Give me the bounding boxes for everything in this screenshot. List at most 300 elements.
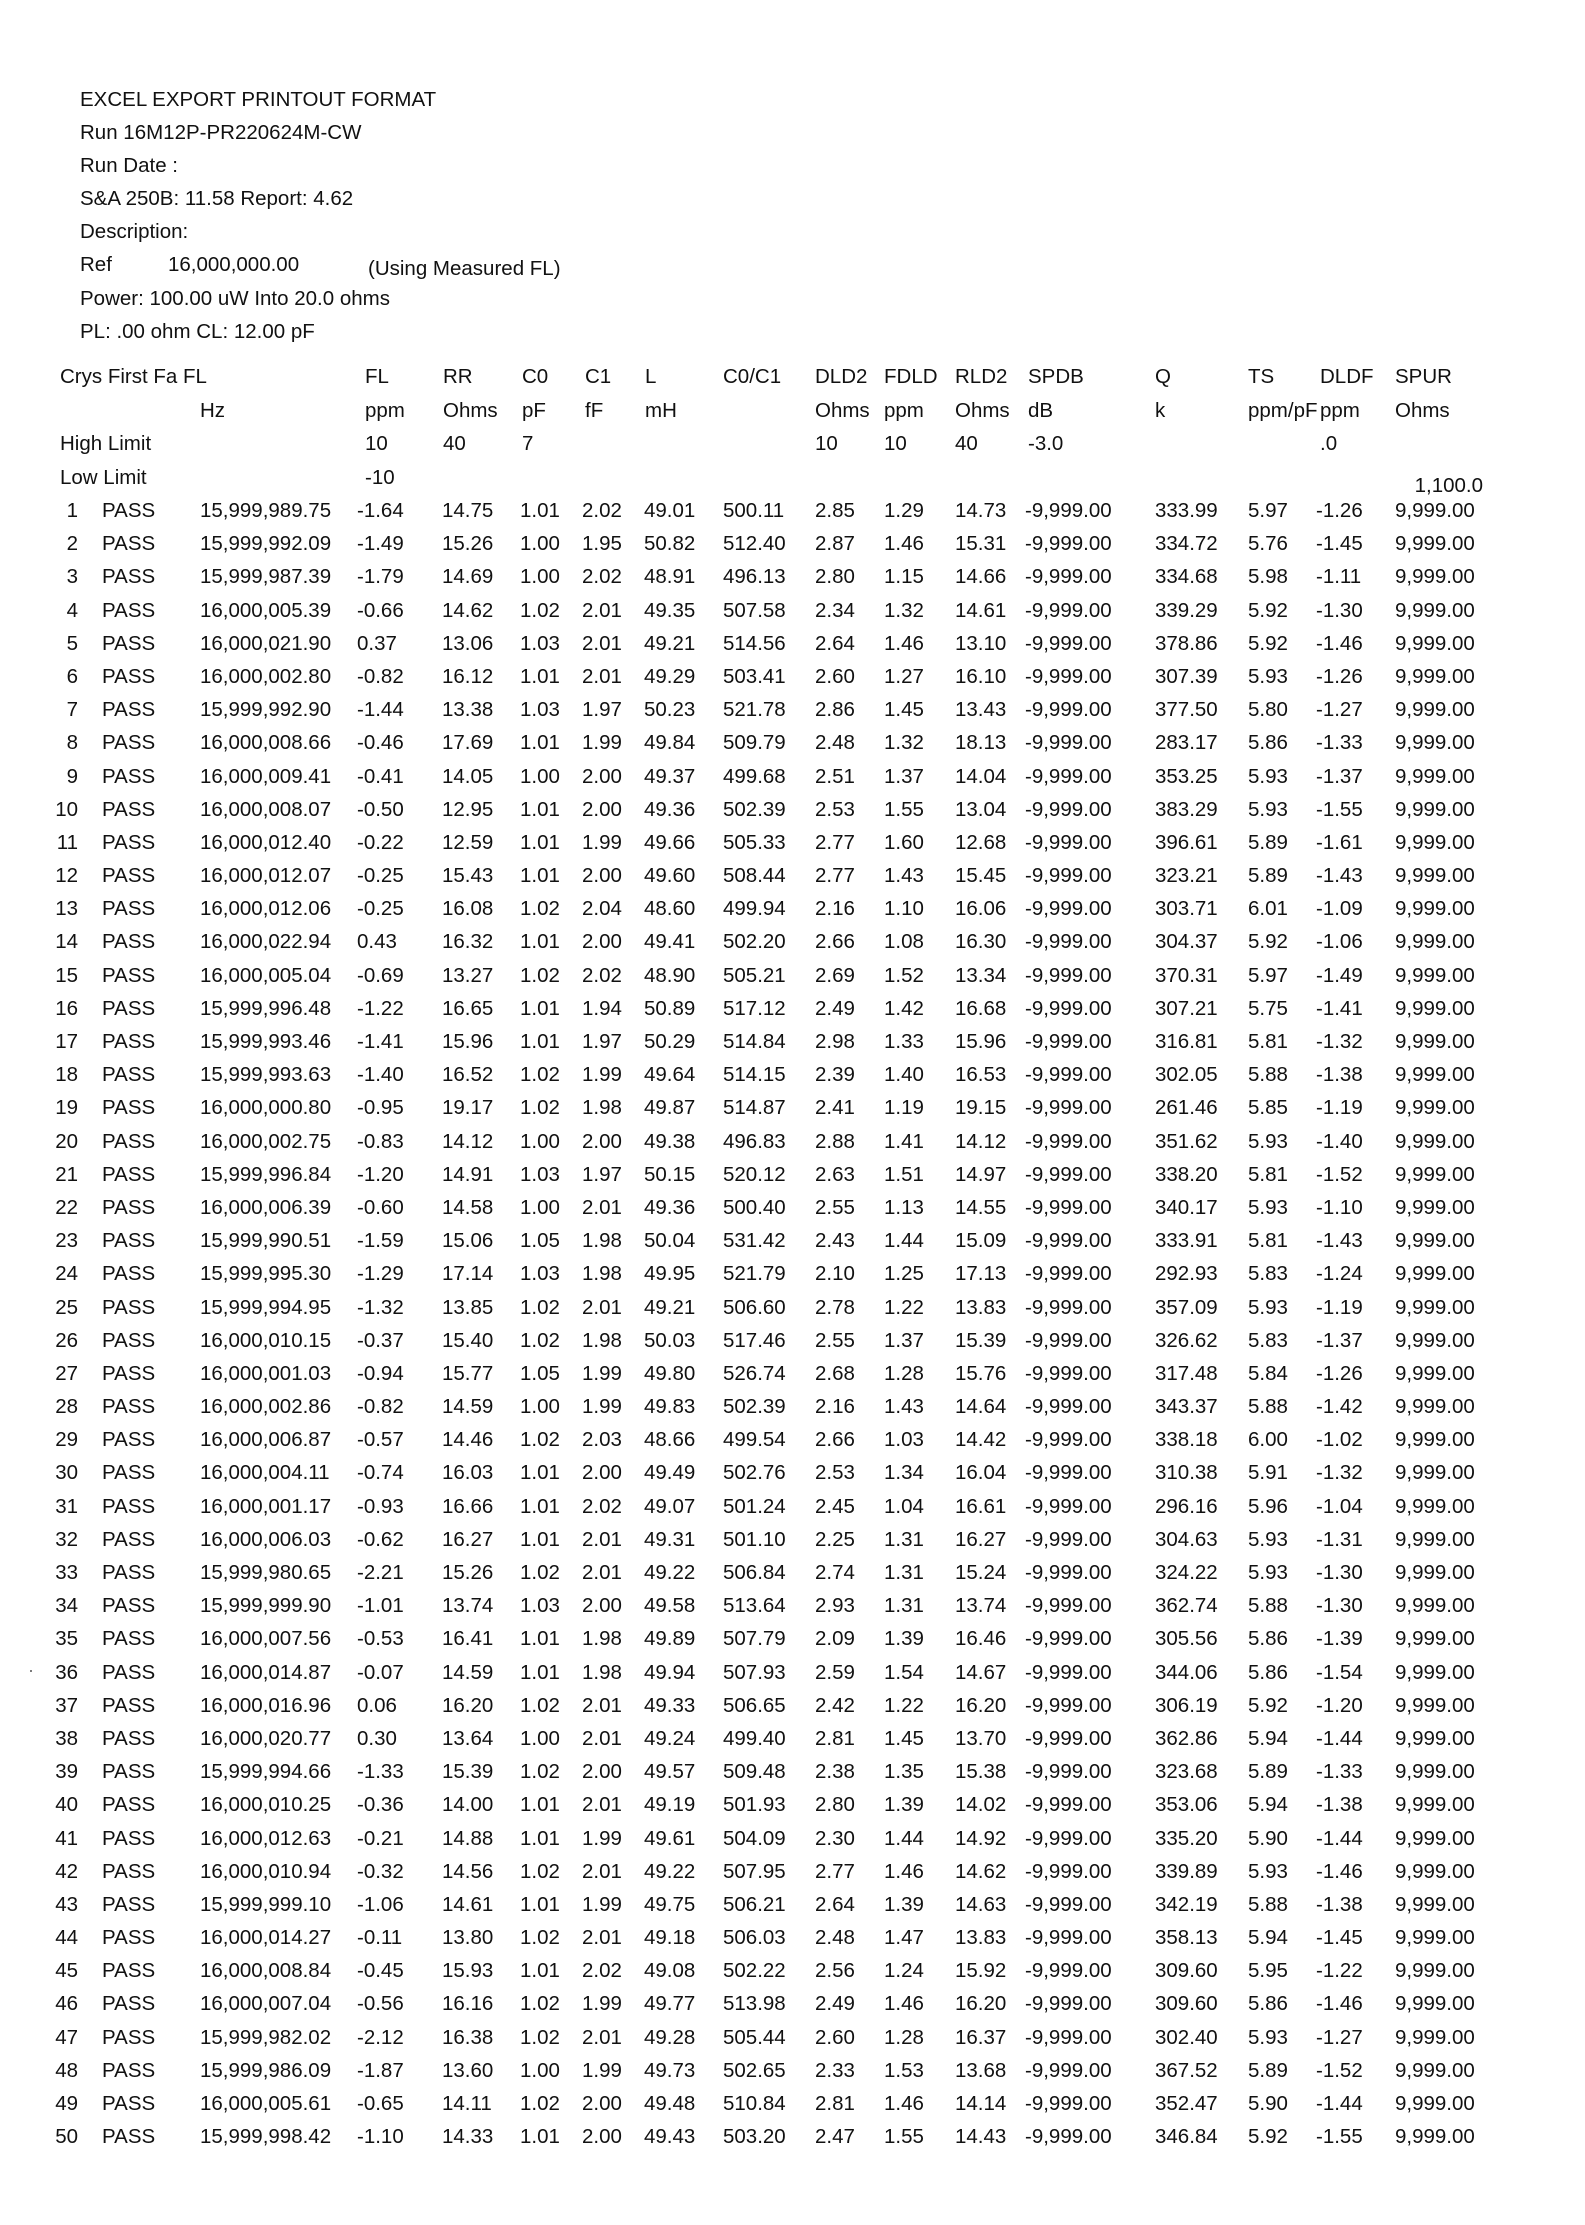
table-cell: 5.76 [1248,532,1288,556]
table-cell: 9,999.00 [1395,731,1475,755]
table-row [55,2119,1510,2152]
table-cell: 2.69 [815,963,855,987]
table-row [60,692,1510,725]
table-cell: 9,999.00 [1395,2025,1475,2049]
table-cell: 2.41 [815,1096,855,1120]
table-cell: 505.33 [723,830,786,854]
table-cell: 15,999,989.75 [200,499,332,522]
table-cell: -0.65 [357,2092,404,2115]
table-cell: 49.64 [644,1063,696,1087]
table-cell: -9,999.00 [1025,2125,1112,2149]
table-cell: 16,000,005.04 [200,963,332,987]
table-cell: 5.97 [1248,963,1288,987]
column-header-cell: FL [365,365,389,388]
table-cell: 5.95 [1248,1959,1288,1983]
table-cell: 14.75 [442,499,494,522]
table-cell: 16,000,004.11 [200,1461,330,1485]
table-cell: -9,999.00 [1025,1229,1112,1253]
table-cell: 25 [55,1295,78,1319]
table-cell: 499.94 [723,897,786,921]
table-cell: 15.06 [442,1229,494,1253]
table-cell: 2.02 [582,1494,622,1518]
table-cell: 503.41 [723,664,786,688]
table-cell: 16,000,008.84 [200,1959,332,1983]
table-cell: 9,999.00 [1395,1063,1475,1087]
table-cell: 520.12 [723,1162,786,1186]
table-cell: 5.75 [1248,996,1288,1020]
table-cell: PASS [102,1892,156,1916]
table-cell: PASS [102,631,156,655]
table-cell: -0.83 [357,1129,404,1153]
table-cell: PASS [102,1428,156,1452]
table-cell: 16.46 [955,1627,1007,1651]
column-header-cell: RR [443,365,473,388]
table-cell: -1.06 [1316,930,1363,954]
table-cell: 15.26 [442,532,494,556]
table-cell: 2.01 [582,1693,622,1717]
table-cell: 339.89 [1155,1859,1218,1883]
table-cell: 49.29 [644,664,696,688]
table-cell: 334.72 [1155,532,1218,556]
table-cell: 342.19 [1155,1892,1218,1916]
table-cell: 506.21 [723,1892,786,1916]
table-cell: 506.84 [723,1561,786,1584]
table-cell: -1.52 [1316,2058,1363,2082]
table-cell: -0.62 [357,1527,404,1551]
column-header-cell: ppm [1320,398,1360,422]
table-cell: 1.43 [884,1395,924,1419]
table-cell: PASS [102,1660,156,1684]
table-cell: 16,000,012.63 [200,1826,332,1850]
table-row [55,2020,1510,2053]
table-cell: 1.03 [884,1428,924,1452]
table-cell: 32 [55,1527,78,1551]
table-cell: 15,999,982.02 [200,2025,332,2049]
table-cell: 50 [55,2125,78,2149]
table-cell: 35 [55,1627,78,1651]
table-row [55,1920,1510,1953]
table-cell: 2.60 [815,664,855,688]
table-cell: -9,999.00 [1025,963,1112,987]
table-cell: 16,000,002.80 [200,664,332,688]
table-cell: -1.30 [1316,1561,1363,1584]
table-cell: 1.60 [884,830,924,854]
column-header-cell: ppm [365,398,405,422]
table-cell: -1.20 [357,1162,404,1186]
table-cell: 49.58 [644,1594,696,1618]
table-cell: 510.84 [723,2092,786,2115]
table-cell: -1.22 [357,996,404,1020]
table-cell: 1.03 [520,698,560,722]
table-row [55,1821,1510,1854]
column-header-cell: -3.0 [1028,432,1064,455]
table-cell: 16,000,021.90 [200,631,332,655]
table-cell: 1.03 [520,1262,560,1286]
table-cell: 513.64 [723,1594,786,1618]
table-cell: PASS [102,1162,156,1186]
table-cell: 17.13 [955,1262,1007,1286]
table-cell: -9,999.00 [1025,2058,1112,2082]
table-cell: 2.39 [815,1063,855,1087]
table-cell: 5.88 [1248,1892,1288,1916]
table-cell: -1.49 [1316,963,1363,987]
table-cell: -1.52 [1316,1162,1363,1186]
table-cell: 2.49 [815,996,855,1020]
table-cell: -1.02 [1316,1428,1363,1452]
table-cell: 15.40 [442,1328,494,1352]
results-table [55,359,1510,2152]
table-row [55,792,1510,825]
table-cell: 2.55 [815,1195,855,1219]
table-cell: 16.08 [442,897,494,921]
table-cell: 27 [55,1361,78,1385]
table-cell: 5.85 [1248,1096,1288,1120]
table-cell: 9,999.00 [1395,2125,1475,2149]
table-cell: 1.00 [520,764,560,788]
table-cell: 14.66 [955,565,1007,589]
table-cell: 362.74 [1155,1594,1218,1618]
table-cell: 49.07 [644,1494,696,1518]
table-cell: -1.10 [357,2125,404,2149]
table-cell: 2.01 [582,664,622,688]
table-cell: 367.52 [1155,2058,1218,2082]
table-cell: 1.01 [520,1660,560,1684]
table-cell: 16.66 [442,1494,494,1518]
table-cell: -9,999.00 [1025,1926,1112,1950]
table-cell: 49.77 [644,1992,696,2016]
table-cell: 334.68 [1155,565,1218,589]
table-cell: 1.94 [582,996,622,1020]
table-cell: 2.45 [815,1494,855,1518]
table-cell: 16.16 [442,1992,494,2016]
table-cell: 19 [55,1096,78,1120]
table-cell: -1.44 [1316,1826,1363,1850]
table-cell: 358.13 [1155,1926,1218,1950]
table-cell: 9,999.00 [1395,1693,1475,1717]
table-cell: 509.48 [723,1760,786,1784]
table-cell: 1.03 [520,631,560,655]
table-cell: -1.19 [1316,1096,1363,1120]
table-cell: -1.46 [1316,1859,1363,1883]
column-units-row [60,393,1510,427]
table-row [55,1721,1510,1754]
table-cell: 2.93 [815,1594,855,1618]
table-cell: 15.96 [955,1030,1007,1053]
table-cell: 2.88 [815,1129,855,1153]
table-cell: 500.40 [723,1195,786,1219]
table-cell: 9,999.00 [1395,1561,1475,1584]
table-cell: -1.29 [357,1262,404,1286]
table-cell: 18 [55,1063,78,1087]
table-cell: -0.82 [357,1395,404,1419]
table-cell: 1.02 [520,1760,560,1784]
table-cell: 501.10 [723,1527,786,1551]
table-cell: 5.97 [1248,499,1288,522]
table-cell: PASS [102,2058,156,2082]
table-cell: 1.01 [520,1959,560,1983]
table-cell: 16,000,010.25 [200,1793,332,1817]
column-header-cell: -10 [365,465,395,489]
table-cell: 2 [66,532,78,556]
table-cell: 47 [55,2025,78,2049]
table-cell: -9,999.00 [1025,1361,1112,1385]
table-cell: 2.80 [815,565,855,589]
table-cell: 324.22 [1155,1561,1218,1584]
table-cell: 9,999.00 [1395,1959,1475,1983]
table-cell: 261.46 [1155,1096,1218,1120]
table-cell: -1.11 [1316,565,1362,589]
table-cell: 310.38 [1155,1461,1218,1485]
table-cell: -1.54 [1316,1660,1363,1684]
table-cell: 16,000,002.86 [200,1395,332,1419]
table-cell: -0.93 [357,1494,404,1518]
table-cell: 16.65 [442,996,494,1020]
table-cell: 1.99 [582,731,622,755]
table-cell: 9,999.00 [1395,1926,1475,1950]
table-cell: PASS [102,1063,156,1087]
table-cell: -1.38 [1316,1793,1363,1817]
table-cell: 1.02 [520,1096,560,1120]
table-cell: 14.58 [442,1195,494,1219]
table-cell: 13.70 [955,1726,1007,1750]
table-cell: 1.99 [582,1992,622,2016]
table-cell: 2.03 [582,1428,622,1452]
table-cell: 340.17 [1155,1195,1218,1219]
table-cell: PASS [102,1195,156,1219]
table-cell: 2.77 [815,1859,855,1883]
column-header-cell: DLDF [1320,365,1374,388]
table-cell: 2.00 [582,1760,622,1784]
table-cell: 2.53 [815,1461,855,1485]
table-cell: 1.98 [582,1096,622,1120]
table-cell: 1.46 [884,2092,924,2115]
table-cell: 1.01 [520,830,560,854]
table-cell: 1.44 [884,1826,924,1850]
table-cell: 351.62 [1155,1129,1218,1153]
table-cell: 1.46 [884,1992,924,2016]
table-cell: 501.93 [723,1793,786,1817]
table-cell: -9,999.00 [1025,797,1112,821]
table-cell: 499.68 [723,764,786,788]
table-cell: -1.33 [1316,1760,1363,1784]
table-cell: 316.81 [1155,1030,1218,1053]
table-cell: 20 [55,1129,78,1153]
table-cell: 41 [55,1826,78,1850]
table-cell: 5.83 [1248,1262,1288,1286]
table-cell: 9,999.00 [1395,1361,1475,1385]
table-cell: 13.68 [955,2058,1007,2082]
table-cell: 2.01 [582,1561,622,1584]
table-cell: 13.64 [442,1726,494,1750]
table-row [60,526,1510,559]
table-cell: 2.02 [582,1959,622,1983]
table-row [55,1621,1510,1654]
column-header-cell: SPDB [1028,365,1084,388]
table-cell: PASS [102,1627,156,1651]
table-cell: 9,999.00 [1395,864,1475,888]
table-cell: 8 [66,731,78,755]
table-cell: 1.02 [520,1328,560,1352]
table-cell: 9,999.00 [1395,1162,1475,1186]
table-cell: 2.68 [815,1361,855,1385]
table-cell: 5.81 [1248,1162,1288,1186]
table-cell: 9,999.00 [1395,1826,1475,1850]
table-cell: 14.02 [955,1793,1007,1817]
table-cell: 49.95 [644,1262,696,1286]
table-cell: 1.39 [884,1892,924,1916]
table-cell: 9,999.00 [1395,1262,1475,1286]
table-cell: PASS [102,764,156,788]
table-cell: 9,999.00 [1395,830,1475,854]
table-cell: 1.98 [582,1229,622,1253]
table-cell: 9,999.00 [1395,1627,1475,1651]
table-cell: 2.64 [815,1892,855,1916]
table-cell: 339.29 [1155,598,1218,622]
table-cell: 16.10 [955,664,1007,688]
table-cell: -0.21 [357,1826,404,1850]
table-cell: 1.02 [520,1926,560,1950]
table-cell: 333.99 [1155,499,1218,522]
table-cell: 2.81 [815,2092,855,2115]
table-cell: -9,999.00 [1025,1627,1112,1651]
table-cell: 49.43 [644,2125,696,2149]
table-cell: 1.44 [884,1229,924,1253]
table-cell: 16.03 [442,1461,494,1485]
table-cell: PASS [102,864,156,888]
table-cell: 9,999.00 [1395,1859,1475,1883]
table-cell: 2.01 [582,1793,622,1817]
table-cell: 48 [55,2058,78,2082]
table-cell: -9,999.00 [1025,532,1112,556]
table-cell: 16.20 [955,1992,1007,2016]
table-cell: -0.57 [357,1428,404,1452]
table-cell: 26 [55,1328,78,1352]
table-cell: 15,999,993.46 [200,1030,332,1053]
table-cell: -9,999.00 [1025,1063,1112,1087]
table-row [55,958,1510,991]
table-cell: 9,999.00 [1395,1229,1475,1253]
table-cell: PASS [102,1693,156,1717]
table-cell: 514.56 [723,631,786,655]
table-cell: 49.41 [644,930,696,954]
table-cell: 357.09 [1155,1295,1218,1319]
table-cell: 1.35 [884,1760,924,1784]
table-row [55,891,1510,924]
table-cell: PASS [102,1726,156,1750]
table-cell: 1.32 [884,731,924,755]
description-label: Description: [80,220,189,243]
table-cell: 5.88 [1248,1063,1288,1087]
ref-label: Ref [80,253,112,276]
table-cell: 42 [55,1859,78,1883]
table-cell: 1.02 [520,1295,560,1319]
table-cell: 2.34 [815,598,855,622]
table-cell: 16.12 [442,664,494,688]
table-cell: 13.38 [442,698,494,722]
table-cell: 16.30 [955,930,1007,954]
table-row [55,1290,1510,1323]
ref-note: (Using Measured FL) [368,257,561,280]
table-cell: 1.39 [884,1793,924,1817]
table-cell: 2.01 [582,631,622,655]
table-cell: 50.23 [644,698,696,722]
table-cell: 15,999,995.30 [200,1262,332,1286]
table-cell: 14.04 [955,764,1007,788]
table-cell: 15,999,994.66 [200,1760,332,1784]
table-cell: 326.62 [1155,1328,1218,1352]
table-cell: 16 [55,996,78,1020]
table-cell: PASS [102,1561,156,1584]
table-cell: 49.18 [644,1926,696,1950]
table-cell: PASS [102,731,156,755]
table-cell: 513.98 [723,1992,786,2016]
table-cell: 501.24 [723,1494,786,1518]
table-row [55,2053,1510,2086]
table-cell: 16,000,012.07 [200,864,332,888]
column-header-cell: DLD2 [815,365,868,388]
table-cell: 17.69 [442,731,494,755]
table-cell: 40 [55,1793,78,1817]
table-cell: -1.27 [1316,2025,1363,2049]
table-cell: -9,999.00 [1025,631,1112,655]
table-cell: 1.54 [884,1660,924,1684]
table-cell: 13.83 [955,1926,1007,1950]
table-cell: 5.93 [1248,1129,1288,1153]
table-cell: 38 [55,1726,78,1750]
table-cell: -0.66 [357,598,404,622]
table-cell: 2.10 [815,1262,855,1286]
table-cell: -9,999.00 [1025,1859,1112,1883]
table-cell: 44 [55,1926,78,1950]
table-cell: 34 [55,1594,78,1618]
column-header-cell: Ohms [815,398,870,422]
table-cell: 2.77 [815,864,855,888]
column-header-cell: TS [1248,365,1275,388]
table-cell: 2.09 [815,1627,855,1651]
column-header-cell: Ohms [955,398,1010,422]
table-cell: PASS [102,1129,156,1153]
table-cell: -9,999.00 [1025,1096,1112,1120]
table-row [55,1754,1510,1787]
table-cell: 16,000,020.77 [200,1726,332,1750]
table-cell: 352.47 [1155,2092,1218,2115]
table-cell: 9,999.00 [1395,1030,1475,1053]
column-header-cell: Low Limit [60,465,147,489]
table-cell: 16,000,000.80 [200,1096,332,1120]
table-cell: 2.01 [582,1926,622,1950]
table-cell: 309.60 [1155,1959,1218,1983]
table-cell: 1.95 [582,532,622,556]
table-cell: 24 [55,1262,78,1286]
table-cell: -1.64 [357,499,404,522]
table-cell: 2.01 [582,1859,622,1883]
table-cell: PASS [102,1494,156,1518]
table-cell: 1.02 [520,963,560,987]
margin-mark: · [28,1660,34,1680]
table-cell: 2.01 [582,1195,622,1219]
high-limit-row [60,426,1510,460]
table-row [55,1455,1510,1488]
table-cell: -2.12 [357,2025,404,2049]
table-cell: 5.92 [1248,1693,1288,1717]
table-cell: 14.00 [442,1793,494,1817]
table-cell: 14.61 [442,1892,494,1916]
table-cell: -1.26 [1316,664,1363,688]
table-cell: 517.46 [723,1328,786,1352]
table-cell: 1.01 [520,864,560,888]
table-cell: -1.45 [1316,1926,1363,1950]
table-cell: -1.55 [1316,797,1363,821]
